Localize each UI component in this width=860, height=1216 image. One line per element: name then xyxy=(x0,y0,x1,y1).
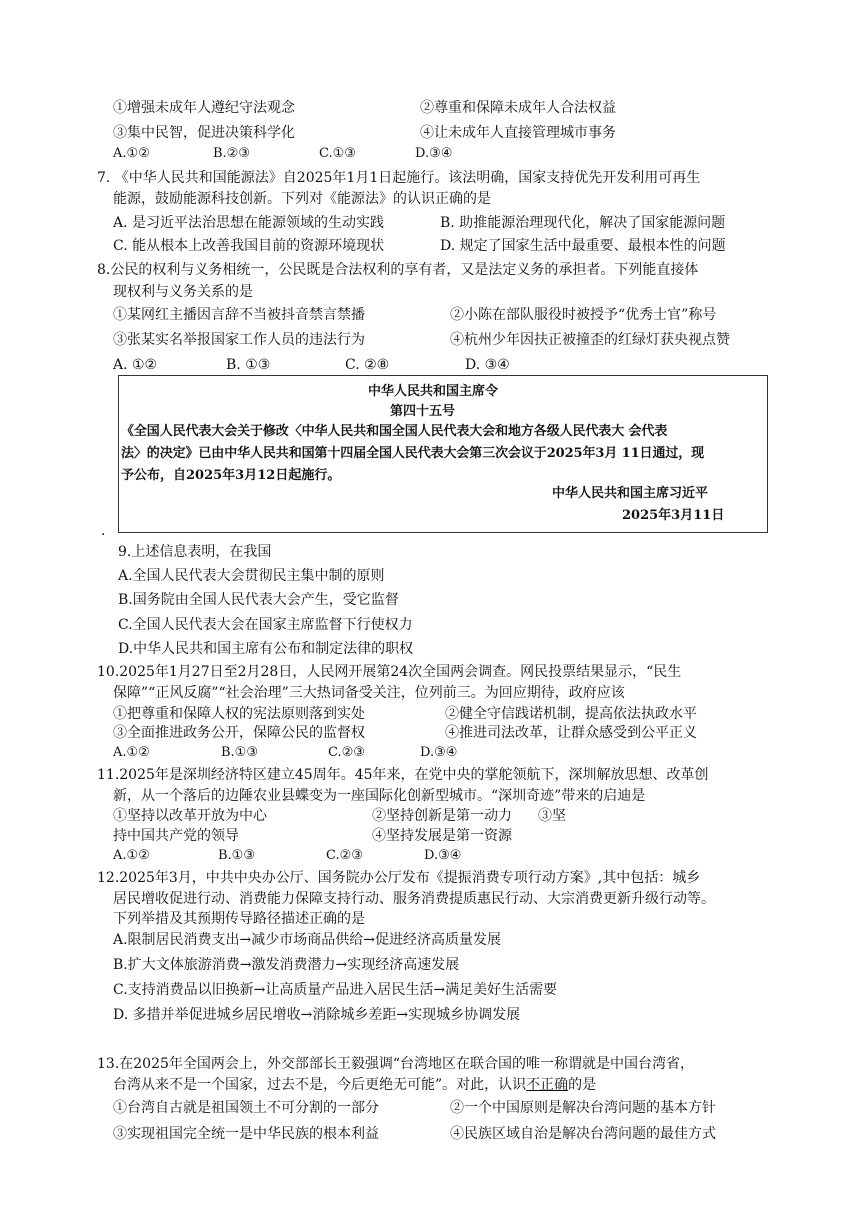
q11-option-2: ②坚持创新是第一动力 xyxy=(372,808,512,824)
q6-option-2: ②尊重和保障未成年人合法权益 xyxy=(420,100,616,116)
q13-stem-tail: 的是 xyxy=(568,1077,597,1093)
q8-option-2: ②小陈在部队服役时被授予“优秀士官”称号 xyxy=(450,307,717,323)
q10-choice-c: C.②③ xyxy=(328,745,365,760)
q7-stem-line1: 7. 《中华人民共和国能源法》自2025年1月1日起施行。该法明确，国家支持优先开发利用可再生 xyxy=(97,170,701,186)
q11-choice-a: A.①② xyxy=(113,848,150,863)
q12-choice-d: D. 多措并举促进城乡居民增收→消除城乡差距→实现城乡协调发展 xyxy=(113,1007,521,1023)
q11-stem-line1: 11.2025年是深圳经济特区建立45周年。45年来，在党中央的掌舵领航下，深圳解放思想、改革创 xyxy=(97,767,709,783)
q12-stem-line1: 12.2025年3月，中共中央办公厅、国务院办公厅发布《提振消费专项行动方案》,其中包括：城乡 xyxy=(97,870,701,886)
q7-choice-a: A. 是习近平法治思想在能源领域的生动实践 xyxy=(113,215,385,231)
q10-choice-b: B.①③ xyxy=(221,745,258,760)
q7-choice-c: C. 能从根本上改善我国目前的资源环境现状 xyxy=(113,238,385,254)
q11-option-1: ①坚持以改革开放为中心 xyxy=(113,808,267,824)
decree-body-line1: 《全国人民代表大会关于修改〈中华人民共和国全国人民代表大会和地方各级人民代表大 会代表 xyxy=(121,424,668,439)
q10-choice-d: D.③④ xyxy=(420,745,458,760)
decree-signer: 中华人民共和国主席习近平 xyxy=(552,486,709,501)
q10-option-3: ③全面推进政务公开，保障公民的监督权 xyxy=(113,725,365,741)
q8-stem-line2: 现权利与义务关系的是 xyxy=(113,284,253,300)
q6-choice-a: A.①② xyxy=(113,146,150,161)
q13-option-1: ①台湾自古就是祖国领土不可分割的一部分 xyxy=(113,1100,379,1116)
q13-option-4: ④民族区域自治是解决台湾问题的最佳方式 xyxy=(450,1126,716,1142)
q8-stem-line1: 8.公民的权利与义务相统一，公民既是合法权利的享有者，又是法定义务的承担者。下列能直接体 xyxy=(97,262,699,278)
q8-choice-d: D. ③④ xyxy=(465,357,510,373)
q6-choice-b: B.②③ xyxy=(213,146,250,161)
q10-stem-line2: 保障”“正风反腐”“社会治理”三大热词备受关注，位列前三。为回应期待，政府应该 xyxy=(113,685,625,701)
q8-choice-b: B. ①③ xyxy=(226,357,271,373)
q13-option-3: ③实现祖国完全统一是中华民族的根本利益 xyxy=(113,1126,379,1142)
q7-stem-line2: 能源，鼓励能源科技创新。下列对《能源法》的认识正确的是 xyxy=(113,191,491,207)
decree-date: 2025年3月11日 xyxy=(622,508,725,523)
q11-choice-b: B.①③ xyxy=(218,848,255,863)
q11-option-4: ④坚持发展是第一资源 xyxy=(372,828,512,844)
q13-stem-text: 台湾从来不是一个国家，过去不是，今后更绝无可能”。对此，认识 xyxy=(113,1077,527,1093)
q8-option-1: ①某网红主播因言辞不当被抖音禁言禁播 xyxy=(113,307,365,323)
q6-option-4: ④让未成年人直接管理城市事务 xyxy=(420,125,616,141)
q9-choice-c: C.全国人民代表大会在国家主席监督下行使权力 xyxy=(118,617,413,633)
q11-option-3-start: ③坚 xyxy=(538,808,566,824)
q6-choice-d: D.③④ xyxy=(415,146,453,161)
q10-option-1: ①把尊重和保障人权的宪法原则落到实处 xyxy=(113,706,365,722)
q11-option-3-end: 持中国共产党的领导 xyxy=(113,828,239,844)
q11-choice-c: C.②③ xyxy=(326,848,363,863)
q10-option-4: ④推进司法改革，让群众感受到公平正义 xyxy=(445,725,697,741)
q10-option-2: ②健全守信践诺机制，提高依法执政水平 xyxy=(445,706,697,722)
q9-stem: 9.上述信息表明，在我国 xyxy=(118,544,272,560)
q13-stem-line1: 13.在2025年全国两会上，外交部部长王毅强调“台湾地区在联合国的唯一称谓就是中国台湾省， xyxy=(97,1056,695,1072)
q10-stem-line1: 10.2025年1月27日至2月28日，人民网开展第24次全国两会调查。网民投票结果显示，“民生 xyxy=(97,664,682,680)
q10-choice-a: A.①② xyxy=(113,745,150,760)
q12-choice-c: C.支持消费品以旧换新→让高质量产品进入居民生活→满足美好生活需要 xyxy=(113,982,558,998)
q13-stem-line2 xyxy=(113,1076,596,1094)
q13-option-2: ②一个中国原则是解决台湾问题的基本方针 xyxy=(450,1100,716,1116)
q8-option-3: ③张某实名举报国家工作人员的违法行为 xyxy=(113,332,365,348)
q12-stem-line2: 居民增收促进行动、消费能力保障支持行动、服务消费提质惠民行动、大宗消费更新升级行动等。 xyxy=(113,891,715,907)
decree-body-line3: 予公布，自2025年3月12日起施行。 xyxy=(121,468,341,483)
q8-choice-a: A. ①② xyxy=(113,357,158,373)
q7-choice-b: B. 助推能源治理现代化，解决了国家能源问题 xyxy=(440,215,726,231)
decree-body-line2: 法〉的决定》已由中华人民共和国第十四届全国人民代表大会第三次会议于2025年3月 11日通过，现 xyxy=(121,446,705,461)
decree-number: 第四十五号 xyxy=(390,404,456,419)
q9-choice-a: A.全国人民代表大会贯彻民主集中制的原则 xyxy=(118,568,385,584)
q6-option-1: ①增强未成年人遵纪守法观念 xyxy=(113,100,295,116)
q9-choice-d: D.中华人民共和国主席有公布和制定法律的职权 xyxy=(118,641,414,657)
q11-stem-line2: 新，从一个落后的边陲农业县蝶变为一座国际化创新型城市。“深圳奇迹”带来的启迪是 xyxy=(113,788,646,804)
q6-option-3: ③集中民智，促进决策科学化 xyxy=(113,125,295,141)
stray-dot: . xyxy=(101,523,106,539)
q7-choice-d: D. 规定了国家生活中最重要、最根本性的问题 xyxy=(440,238,726,254)
q8-option-4: ④杭州少年因扶正被撞歪的红绿灯获央视点赞 xyxy=(450,332,730,348)
q12-choice-a: A.限制居民消费支出→减少市场商品供给→促进经济高质量发展 xyxy=(113,932,502,948)
q12-stem-line3: 下列举措及其预期传导路径描述正确的是 xyxy=(113,911,365,927)
q12-choice-b: B.扩大文体旅游消费→激发消费潜力→实现经济高速发展 xyxy=(113,957,460,973)
q6-choice-c: C.①③ xyxy=(319,146,356,161)
q13-underlined-word: 不正确 xyxy=(526,1077,569,1093)
q8-choice-c: C. ②⑧ xyxy=(345,357,390,373)
q9-choice-b: B.国务院由全国人民代表大会产生，受它监督 xyxy=(118,592,399,608)
decree-title: 中华人民共和国主席令 xyxy=(368,384,499,399)
q11-choice-d: D.③④ xyxy=(424,848,462,863)
